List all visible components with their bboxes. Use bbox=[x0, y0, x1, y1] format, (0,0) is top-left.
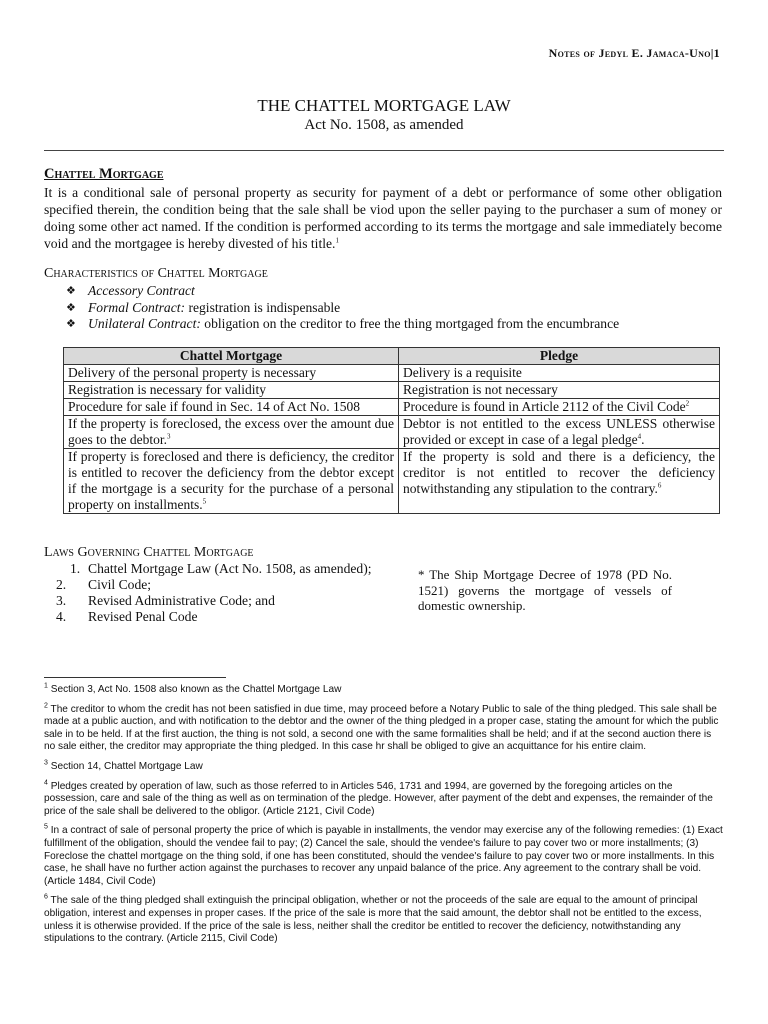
diamond-bullet-icon: ❖ bbox=[66, 284, 76, 297]
list-text: Civil Code; bbox=[88, 577, 152, 592]
section-heading-laws: Laws Governing Chattel Mortgage bbox=[44, 545, 254, 560]
table-row bbox=[64, 449, 720, 514]
list-text: Revised Penal Code bbox=[88, 609, 198, 624]
table-row bbox=[64, 416, 720, 449]
chattel-mortgage-cell: Registration is necessary for validity bbox=[64, 382, 399, 399]
footnote: $^1$ Section 3, Act No. 1508 also known as the Chattel Mortgage Law bbox=[44, 682, 342, 695]
footnote: $^3$ Section 14, Chattel Mortgage Law bbox=[44, 759, 203, 772]
pledge-cell: Debtor is not entitled to the excess UNLESS otherwise provided or except in case of a legal pledge$^4$. bbox=[399, 416, 720, 449]
footnote: $^2$ The creditor to whom the credit has not been satisfied in due time, may proceed before a Notary Public to sale of the thing pledged. This sale shall be made at a public auction, and with notification to the debtor and the owner of the thing pledged in a proper case, stating the amount for which the public sale in to be held. If at the first auction, the thing is not sold, a second one with the same formalities shall be held; and if at the second auction there is no sale either, the creditor may appropriate the thing pledged. In this case hr shall be obliged to give an acquittance for his entire claim. bbox=[44, 702, 719, 753]
characteristic-desc: registration is indispensable bbox=[185, 299, 341, 315]
characteristic-item bbox=[66, 283, 726, 300]
laws-list bbox=[56, 561, 396, 625]
footnotes bbox=[44, 684, 724, 953]
title-divider bbox=[44, 150, 724, 151]
list-number: 4. bbox=[56, 609, 67, 624]
footnote: $^4$ Pledges created by operation of law, such as those referred to in Articles 546, 1731 and 1994, are governed by the foregoing articles on the possession, care and sale of the thing as well as on termination of the pledge. However, after payment of the debt and expenses, the remainder of the price of the sale shall be delivered to the obligor. (Article 2121, Civil Code) bbox=[44, 779, 713, 817]
column-header-chattel-mortgage: Chattel Mortgage bbox=[64, 348, 399, 365]
section-heading-characteristics: Characteristics of Chattel Mortgage bbox=[44, 266, 268, 281]
table-row bbox=[64, 382, 720, 399]
characteristics-list bbox=[66, 283, 726, 333]
pledge-cell: If the property is sold and there is a deficiency, the creditor is not entitled to recover the deficiency notwithstanding any stipulation to the contrary.$^6$ bbox=[399, 449, 720, 514]
list-text: Revised Administrative Code; and bbox=[88, 593, 275, 608]
footnote-ref: 2 bbox=[685, 399, 690, 408]
characteristic-term: Formal Contract: bbox=[88, 299, 186, 315]
diamond-bullet-icon: ❖ bbox=[66, 317, 76, 331]
footnote-divider bbox=[44, 677, 226, 678]
list-number: 2. bbox=[56, 577, 67, 592]
list-item bbox=[56, 577, 396, 593]
table-header-row bbox=[64, 348, 720, 365]
characteristic-item bbox=[66, 300, 726, 317]
chattel-mortgage-cell: If property is foreclosed and there is deficiency, the creditor is entitled to recover the deficiency from the debtor except if the mortgage is a security for the purchase of a personal property on installments.$^5$ bbox=[64, 449, 399, 514]
list-item bbox=[56, 561, 396, 577]
characteristic-term: Accessory Contract bbox=[88, 283, 195, 298]
definition-text: It is a conditional sale of personal property as security for payment of a debt or performance of some other obligation specified therein, the condition being that the sale shall be viod upon the seller paying to the purchaser a sum of money or doing some other act named. If the condition is performed according to its terms the mortgage and sale immediately become void and the mortgagee is hereby divested of his title. bbox=[44, 185, 722, 251]
list-number: 3. bbox=[56, 593, 67, 608]
document-subtitle: Act No. 1508, as amended bbox=[304, 117, 464, 133]
characteristic-item bbox=[66, 316, 726, 333]
list-item bbox=[56, 593, 396, 609]
chattel-mortgage-definition bbox=[44, 184, 722, 252]
running-header: Notes of Jedyl E. Jamaca-Uno|1 bbox=[548, 46, 720, 60]
characteristic-term: Unilateral Contract: bbox=[88, 316, 201, 332]
footnote: $^6$ The sale of the thing pledged shall extinguish the principal obligation, whether or not the proceeds of the sale are equal to the amount of principal obligation, interest and expenses in proper cases. If the price of the sale is more that the said amount, the debtor shall not be entitled to the excess, unless it is otherwise provided. If the price of the sale is less, neither shall the creditor be entitled to recover the deficiency, notwithstanding any stipulations to the contrary. (Article 2115, Civil Code) bbox=[44, 893, 702, 945]
comparison-table bbox=[63, 347, 720, 514]
section-heading-chattel-mortgage: Chattel Mortgage bbox=[44, 166, 164, 182]
list-number: 1. bbox=[70, 561, 81, 576]
column-header-pledge: Pledge bbox=[399, 348, 720, 365]
pledge-cell: Registration is not necessary bbox=[399, 382, 720, 399]
pledge-cell: Delivery is a requisite bbox=[399, 365, 720, 382]
footnote-ref: 4 bbox=[637, 432, 642, 441]
document-title: THE CHATTEL MORTGAGE LAW bbox=[257, 96, 511, 115]
footnote: $^5$ In a contract of sale of personal property the price of which is payable in installments, the vendor may exercise any of the following remedies: (1) Exact fulfillment of the obligation, should the vendee fail to pay; (2) Cancel the sale, should the vendee's failure to pay cover two or more installments; (3) Foreclose the chattel mortgage on the thing sold, if one has been constituted, should the vendee's failure to pay cover two or more installments. In this case, he shall have no further action against the purchases to recover any unpaid balance of the price. Any agreement to the contrary shall be void. (Article 1484, Civil Code) bbox=[44, 823, 723, 887]
table-row bbox=[64, 399, 720, 416]
pledge-cell: Procedure is found in Article 2112 of the Civil Code$^2$ bbox=[399, 399, 720, 416]
list-text: Chattel Mortgage Law (Act No. 1508, as amended); bbox=[88, 561, 372, 576]
footnote-ref: 5 bbox=[202, 497, 207, 506]
diamond-bullet-icon: ❖ bbox=[66, 300, 76, 314]
ship-mortgage-note: * The Ship Mortgage Decree of 1978 (PD No. 1521) governs the mortgage of vessels of domestic ownership. bbox=[418, 567, 672, 613]
chattel-mortgage-cell: Procedure for sale if found in Sec. 14 of Act No. 1508 bbox=[64, 399, 399, 416]
characteristic-desc: obligation on the creditor to free the thing mortgaged from the encumbrance bbox=[200, 316, 620, 332]
list-item bbox=[56, 609, 396, 625]
footnote-ref: 6 bbox=[657, 481, 662, 490]
footnote-ref: 3 bbox=[166, 432, 171, 441]
chattel-mortgage-cell: If the property is foreclosed, the excess over the amount due goes to the debtor.$^3$ bbox=[64, 416, 399, 449]
footnote-ref: 1 bbox=[335, 236, 339, 245]
chattel-mortgage-cell: Delivery of the personal property is necessary bbox=[64, 365, 399, 382]
table-row bbox=[64, 365, 720, 382]
